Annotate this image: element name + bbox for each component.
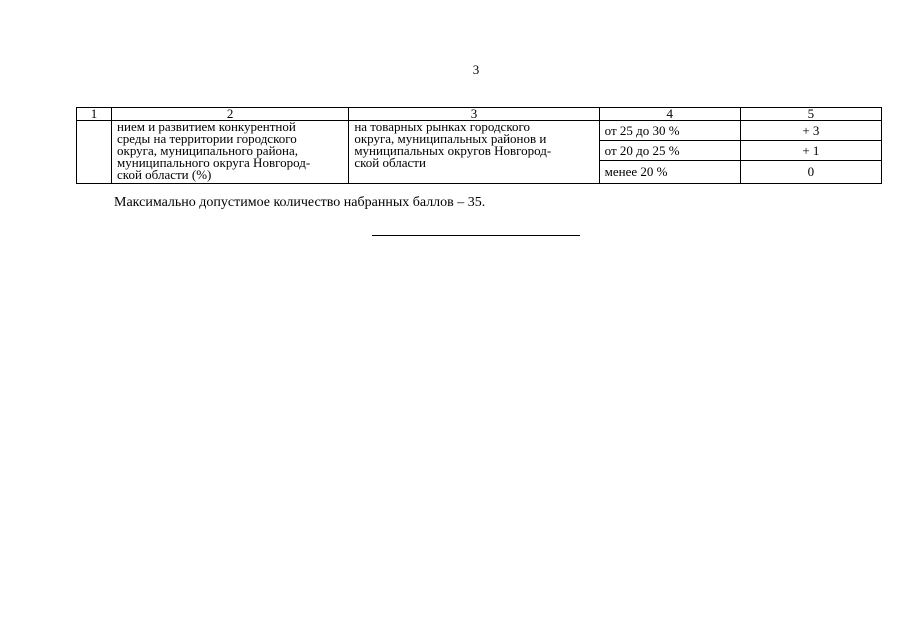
indicator-name-line: округа, муниципального района, [117,143,299,158]
criteria-table [76,107,882,184]
indicator-name-cell [112,121,349,184]
calculation-line: муниципальных округов Новгород- [354,143,552,158]
indicator-name-line: ской области (%) [117,167,212,182]
end-divider [372,235,580,236]
column-header: 4 [599,108,740,121]
page-number: 3 [472,62,480,77]
calculation-cell [349,121,599,184]
column-header: 2 [112,108,349,121]
indicator-name-line: среды на территории городского [117,131,297,146]
row-number-cell [77,121,112,184]
calculation-line: ской области [354,155,426,170]
points-cell: + 1 [740,141,881,161]
indicator-name-line: муниципального округа Новгород- [117,155,311,170]
points-cell: + 3 [740,121,881,141]
column-header: 5 [740,108,881,121]
table-row [77,121,882,141]
points-cell: 0 [740,161,881,184]
column-header: 3 [349,108,599,121]
range-cell: менее 20 % [599,161,740,184]
range-cell: от 25 до 30 % [599,121,740,141]
range-cell: от 20 до 25 % [599,141,740,161]
column-header: 1 [77,108,112,121]
calculation-line: округа, муниципальных районов и [354,131,547,146]
indicator-name-line: нием и развитием конкурентной [117,119,296,134]
calculation-line: на товарных рынках городского [354,119,530,134]
max-score-note: Максимально допустимое количество набранных баллов – 35. [114,195,486,210]
